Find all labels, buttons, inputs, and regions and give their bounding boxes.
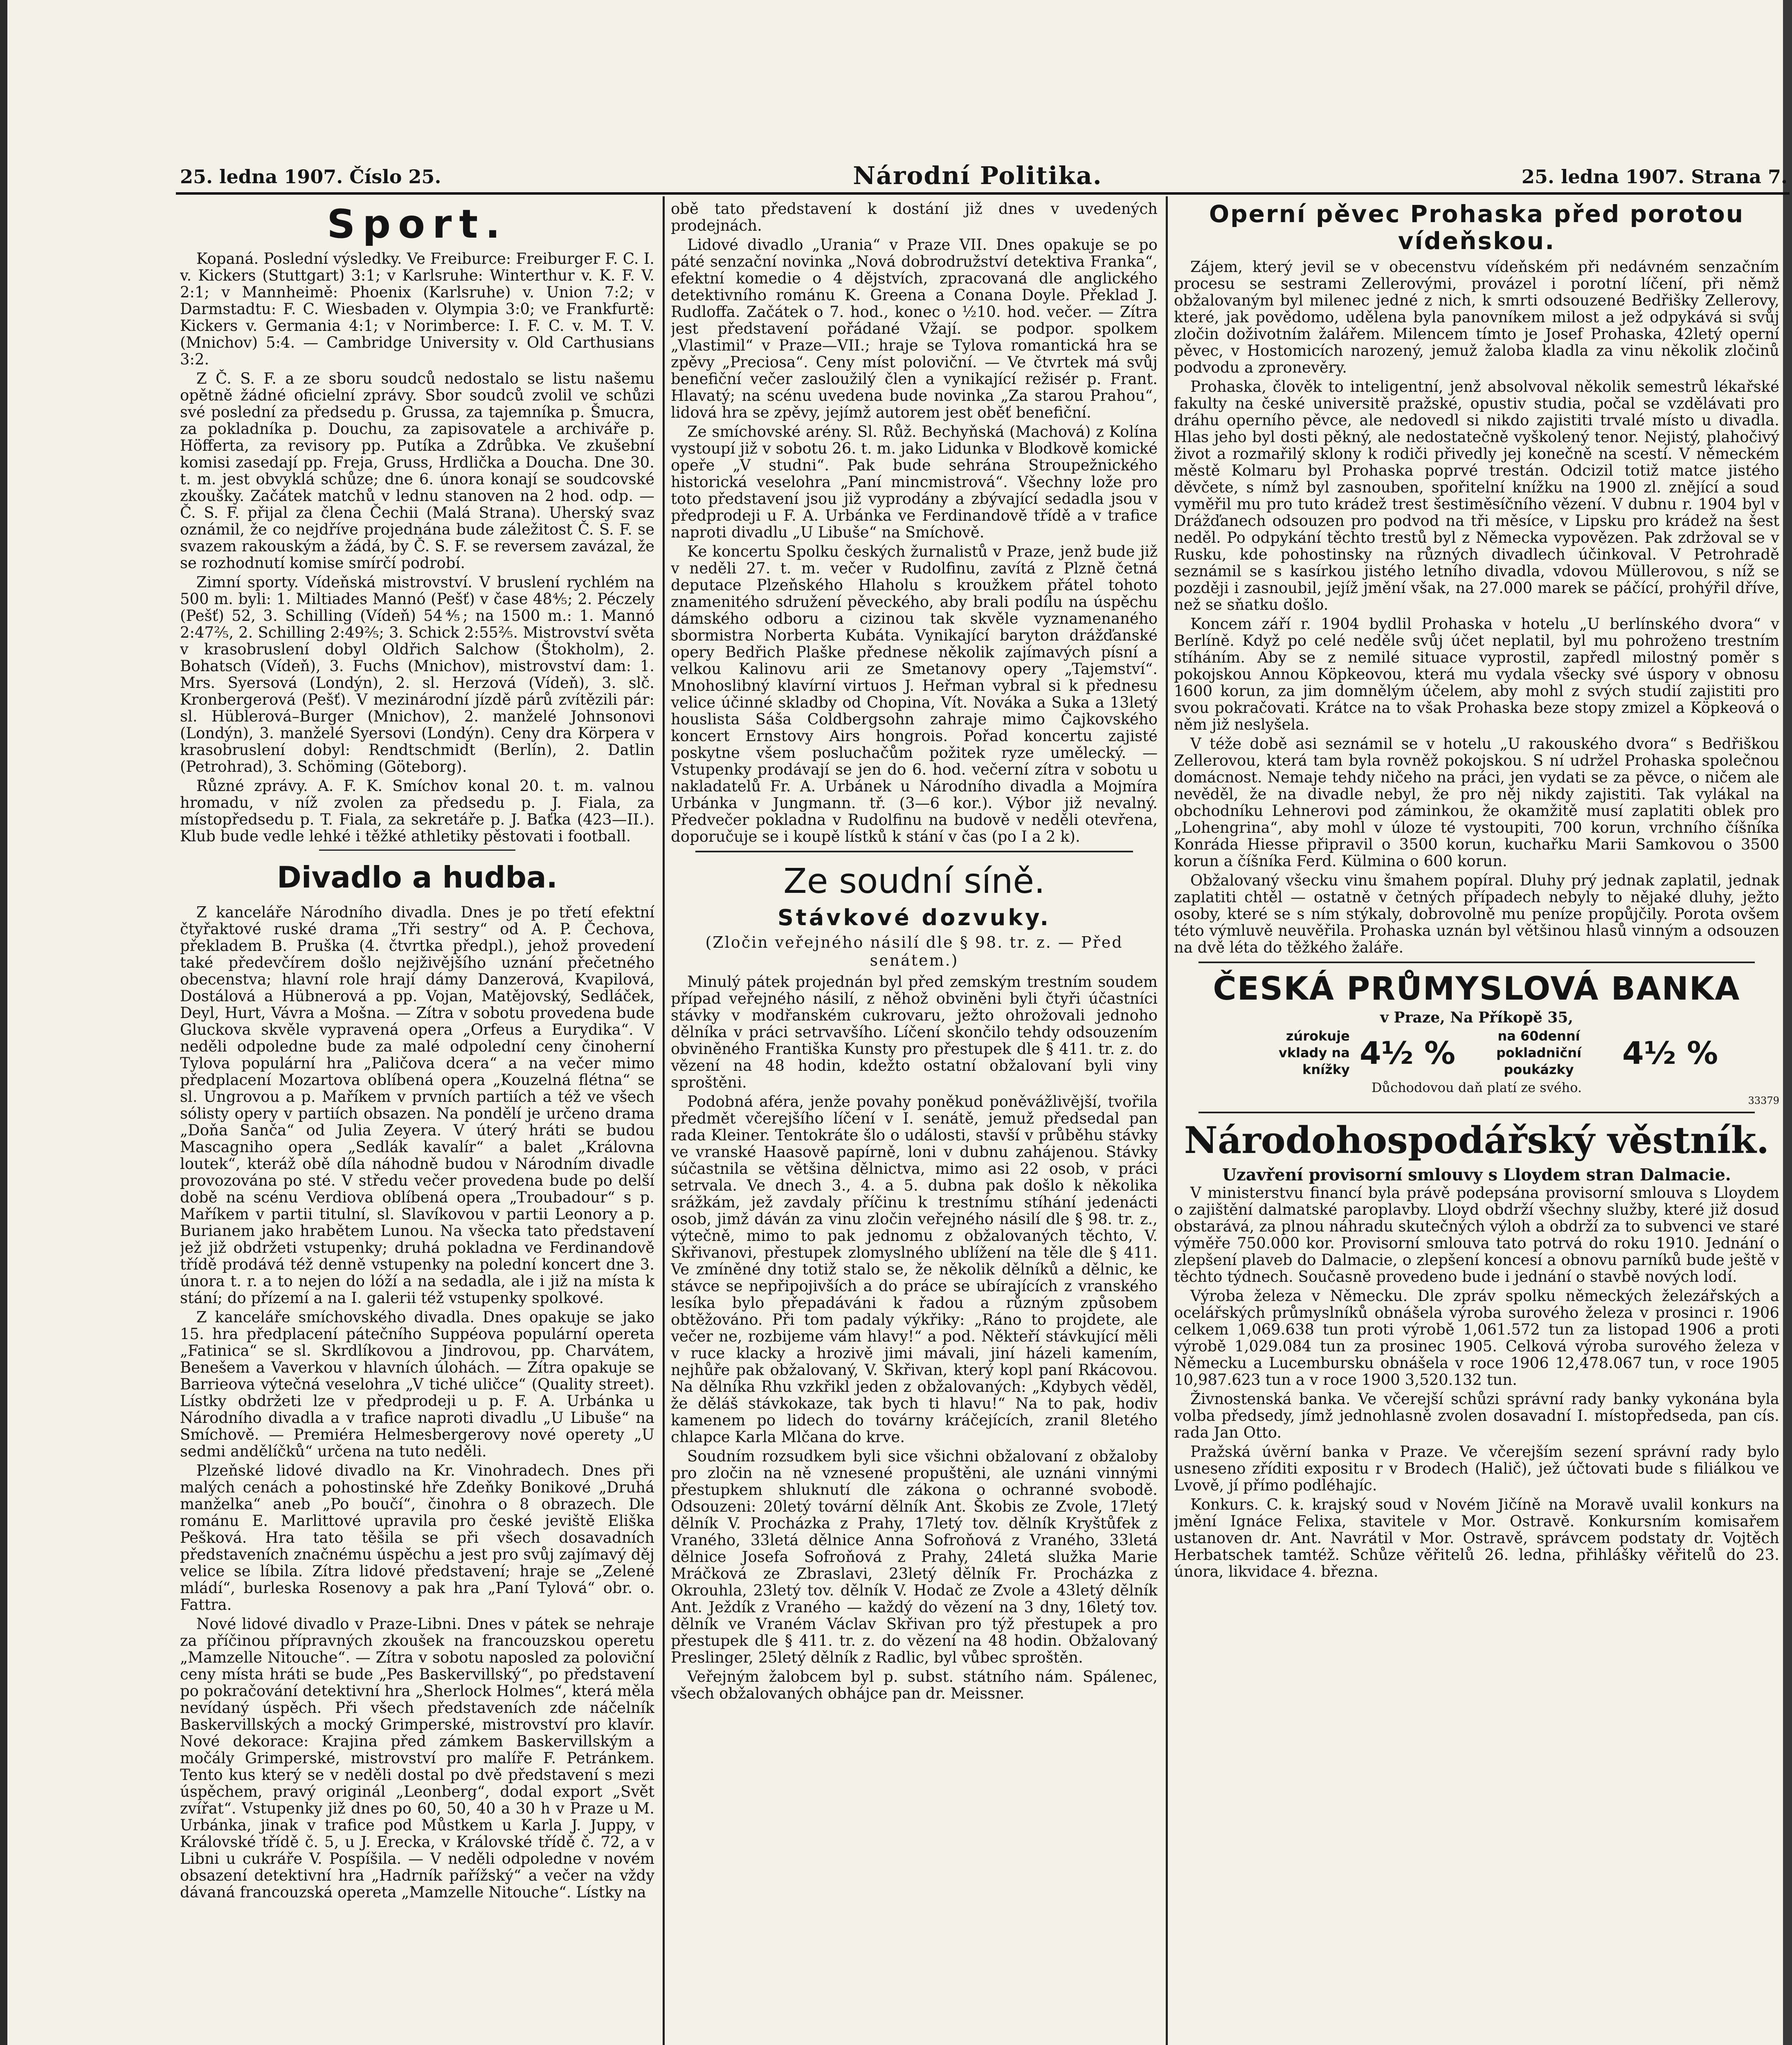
bank-ad-number: 33379	[1748, 1095, 1779, 1106]
prohaska-article-title: Operní pěvec Prohaska před porotou vídeňskou.	[1209, 200, 1745, 255]
economic-paragraph: Výroba železa v Německu. Dle zpráv spolku německých železářských a ocelářských průmyslníků obnášela výroba surového železa v prosinci r. 1906 celkem 1,069.638 tun proti výrobě 1,061.572 tun za listopad 1906 a proti výrobě 1,029.084 tun za prosinec 1905. Celková výroba surového železa v Německu a Lucembursku obnášela v roce 1906 12,478.067 tun, v roce 1905 10,987.623 tun a v roce 1900 3,520.132 tun.	[1174, 1287, 1779, 1389]
sport-paragraph: Různé zprávy. A. F. K. Smíchov konal 20. t. m. valnou hromadu, v níž zvolen za předsedu p. J. Fiala, za místopředsedu p. T. Fiala, za sekretáře p. J. Baťka (423—II.). Klub bude vedle lehké i těžké athletiky pěstovati i football.	[180, 777, 654, 845]
bank-ad-rates	[1174, 1028, 1779, 1078]
page-edge-left	[0, 0, 7, 2045]
masthead-date-right: 25. ledna 1907. Strana 7.	[1521, 166, 1788, 188]
sport-section-title: Sport.	[327, 201, 508, 247]
economic-paragraph: Konkurs. C. k. krajský soud v Novém Jičíně na Moravě uvalil konkurs na jmění Ignáce Felixa, stavitele v Mor. Ostravě. Konkursním komisařem ustanoven dr. Ant. Navrátil v Mor. Ostravě, správcem podstaty dr. Vojtěch Herbatschek tamtéž. Schůze věřitelů 26. ledna, přihlášky věřitelů do 23. února, likvidace 4. března.	[1174, 1496, 1779, 1580]
prohaska-paragraph: Prohaska, člověk to inteligentní, jenž absolvoval několik semestrů lékařské fakulty na české universitě pražské, opustiv studia, počal se vzdělávati pro dráhu operního pěvce, ale nedovedl si nikdo zajistiti trvalé místo u divadla. Hlas jeho byl dosti pěkný, ale nedostatečně vyškolený tenor. Nejistý, plahočivý život a rozmařilý sklony k rodiči přivedly jej konečně na scestí. V německém městě Kolmaru byl Prohaska poprvé trestán. Odcizil totiž matce jistého děvčete, s nímž byl zasnouben, spořitelní knížku na 1900 zl. znějící a soud vyměřil mu pro tuto krádež trest šestiměsíčního vězení. V dubnu r. 1904 byl v Drážďanech odsouzen pro podvod na tři měsíce, v Lipsku pro krádež na šest neděl. Po odpykání těchto trestů byl z Německa vypovězen. Pak zdržoval se v Rusku, kde pohostinsky na různých divadlech účinkoval. V Petrohradě seznámil se s kasírkou jistého letního divadla, vdovou Müllerovou, s níž se později i zasnoubil, jejíž jmění však, na 27.000 marek se páčící, prohýřil dříve, než se sňatku došlo.	[1174, 378, 1779, 614]
column-3	[1174, 200, 1779, 2045]
column-rule-1	[663, 196, 665, 2045]
column-rule-2	[1166, 196, 1168, 2045]
bank-right-rate: 4½ %	[1622, 1034, 1718, 1071]
court-section-title: Ze soudní síně.	[783, 861, 1045, 901]
concert-paragraph: Ke koncertu Spolku českých žurnalistů v Praze, jenž bude již v neděli 27. t. m. večer v Rudolfinu, zavítá z Plzně četná deputace Plzeňského Hlaholu s kroužkem přátel tohoto znamenitého sdružení pěveckého, aby brali podílu na úspěchu dámského odboru a cizinou tak skvěle vyznamenaného sbormistra Norberta Kubáta. Vynikající baryton drážďanské opery Bedřich Plaške přednese několik zajímavých písní a velkou Kalinovu arii ze Smetanovy opery „Tajemství“. Mnohoslibný klavírní virtuos J. Heřman vybral si k přednesu velice účinné skladby od Chopina, Vít. Nováka a Suka a 13letý houslista Sáša Coldbergsohn zahraje mimo Čajkovského koncert Ernstovy Airs hongrois. Pořad koncertu zajisté poskytne všem posluchačům požitek ryze umělecký. — Vstupenky prodávají se jen do 6. hod. večerní zítra v sobotu u nakladatelů Fr. A. Urbánek u Národního divadla a Mojmíra Urbánka v Jungmann. tř. (3—6 kor.). Výbor již nevalný. Předvečer pokladna v Rudolfinu na budově v neděli otevřena, doporučuje se i koupě lístků k stání v čas (po I a 2 k).	[671, 543, 1158, 845]
theatre-paragraph: Z kanceláře Národního divadla. Dnes je po třetí efektní čtyřaktové ruské drama „Tři sestry“ od A. P. Čechova, překladem B. Pruška (4. čtvrtka předpl.), jehož provedení také předevčírem došlo nejživějšího uznání přečetného obecenstva; hlavní role hrají dámy Danzerová, Kvapilová, Dostálová a Hübnerová a pp. Vojan, Matějovský, Sedláček, Deyl, Hurt, Vávra a Mošna. — Zítra v sobotu provedena bude Gluckova skvěle vypravená opera „Orfeus a Eurydika“. V neděli odpoledne bude za malé odpolední ceny činoherní Tylova populární hra „Paličova dcera“ a na večer mimo předplacení Mozartova oblíbená opera „Kouzelná flétna“ se sl. Ungrovou a p. Maříkem v prvních partiích a též ve všech sólisty opery v partiích obsazen. Na pondělí je určeno drama „Doňa Sanča“ od Julia Zeyera. V úterý hráti se budou Mascagniho opera „Sedlák kavalír“ a balet „Královna loutek“, kteráž obě díla náhodně budou v Národním divadle provozována po sté. V středu večer provedena bude po delší době na scénu Verdiova oblíbená opera „Troubadour“ s p. Maříkem v partii titulní, sl. Slavíkovou v partii Leonory a p. Burianem jako hrabětem Lunou. Na všecka tato představení jež již obdržeti vstupenky; druhá pokladna ve Ferdinandově třídě prodává též denně vstupenky na polední koncert dne 3. února t. r. a to nejen do lóží a na sedadla, ale i již na místa k stání; do přízemí a na I. galerii též vstupenky spolkové.	[180, 903, 654, 1307]
economic-paragraph: V ministerstvu financí byla právě podepsána provisorní smlouva s Lloydem o zajištění dalmatské paroplavby. Lloyd obdrží všechny služby, které již dosud obstarává, za plnou náhradu skutečných výloh a obdrží za to subvenci ve staré výměře 750.000 kor. Provisorní smlouva tato potrvá do roku 1910. Jednání o zlepšení plaveb do Dalmacie, o zlepšení koncesí a obnovu parníků bude ještě v těchto týdnech. Současně provedeno bude i jednání o stavbě nových lodí.	[1174, 1184, 1779, 1285]
theatre-paragraph: Nové lidové divadlo v Praze-Libni. Dnes v pátek se nehraje za příčinou přípravných zkoušek na francouzskou operetu „Mamzelle Nitouche“. — Zítra v sobotu naposled za poloviční ceny místa hráti se bude „Pes Baskervillský“, po představení po pokračování detektivní hra „Sherlock Holmes“, která měla nevídaný úspěch. Při všech představeních zde náčelník Baskervillských a mocký Grimperské, mistrovství pro klavír. Nové dekorace: Krajina před zámkem Baskervillským a močály Grimperské, mistrovství pro malíře F. Petránkem. Tento kus který se v neděli dostal po dvě představení s mezi úspěchem, pravý originál „Leonberg“, dodal export „Svět zvířat“. Vstupenky již dnes po 60, 50, 40 a 30 h v Praze u M. Urbánka, jinak v trafice pod Můstkem u Karla J. Juppy, v Královské třídě č. 5, u J. Erecka, v Královské třídě č. 72, a v Libni u cukráře V. Pospíšila. — V neděli odpoledne v novém obsazení detektivní hra „Hadrník pařížský“ a večer na vždy dávaná francouzská opereta „Mamzelle Nitouche“. Lístky na	[180, 1615, 654, 1901]
sport-paragraph: Zimní sporty. Vídeňská mistrovství. V bruslení rychlém na 500 m. byli: 1. Miltiades Mannó (Pešť) v čase 48⅘; 2. Péczely (Pešť) 52, 3. Schilling (Vídeň) 54⅘; na 1500 m.: 1. Mannó 2:47⅖, 2. Schilling 2:49⅖; 3. Schick 2:55⅖. Mistrovství světa v krasobruslení dobyl Oldřich Salchow (Štokholm), 2. Bohatsch (Vídeň), 3. Fuchs (Mnichov), mistrovství dam: 1. Mrs. Syersová (Londýn), 2. sl. Herzová (Vídeň), 3. slč. Kronbergerová (Pešť). V mezinárodní jízdě párů zvítězili pár: sl. Hüblerová–Burger (Mnichov), 2. manželé Johnsonovi (Londýn), 3. manželé Syersovi (Londýn). Ceny dra Körpera v krasobruslení dobyl: Rendtschmidt (Berlín), 2. Datlin (Petrohrad), 3. Schöming (Göteborg).	[180, 573, 654, 775]
court-paragraph: Soudním rozsudkem byli sice všichni obžalovaní z obžaloby pro zločin na ně vznesené propuštěni, ale uznáni vinnými přestupkem shluknutí dle zákona o ochranné svobodě. Odsouzeni: 20letý tovární dělník Ant. Škobis ze Zvole, 17letý dělník V. Procházka z Prahy, 17letý tov. dělník Kryštůfek z Vraného, 33letá dělnice Anna Sofroňová z Vraného, 33letá dělnice Josefa Sofroňová z Prahy, 24letá služka Marie Mráčková ze Zbraslavi, 23letý dělník Fr. Procházka z Okrouhla, 23letý tov. dělník V. Hodač ze Zvole a 43letý dělník Ant. Ježdík z Vraného — každý do vězení na 3 dny, 16letý tov. dělník ve Vraném Václav Skřivan pro týž přestupek a pro přestupek dle § 411. tr. z. do vězení na 48 hodin. Obžalovaný Preslinger, 25letý dělník z Radlic, byl vůbec sproštěn.	[671, 1447, 1158, 1666]
bank-ad-title: ČESKÁ PRŮMYSLOVÁ BANKA	[1213, 971, 1740, 1007]
theatre-section-title: Divadlo a hudba.	[277, 860, 558, 894]
theatre-paragraph: obě tato představení k dostání již dnes v uvedených prodejnách.	[671, 200, 1158, 234]
section-divider	[319, 849, 515, 851]
economic-article-title: Uzavření provisorní smlouvy s Lloydem stran Dalmacie.	[1222, 1165, 1731, 1184]
court-article-subtitle: (Zločin veřejného násilí dle § 98. tr. z. — Před senátem.)	[705, 933, 1123, 969]
sport-paragraph: Z Č. S. F. a ze sboru soudců nedostalo se listu našemu opětně žádné oficielní zprávy. Sbor soudců zvolil ve schůzi své poslední za předsedu p. Grussa, za tajemníka p. Šmucra, za pokladníka p. Douchu, za zapisovatele a archiváře p. Höfferta, za revisory pp. Putíka a Zdrůbka. Ve zkušební komisi zasedají pp. Freja, Gruss, Hrdlička a Doucha. Dne 30. t. m. jest obvyklá schůze; dne 6. února konají se soudcovské zkoušky. Začátek matchů v lednu stanoven na 2 hod. odp. — Č. S. F. přijal za člena Čechii (Malá Strana). Uherský svaz oznámil, že co nejdříve projednána bude záležitost Č. S. F. se svazem rakouským a žádá, by Č. S. F. se reversem zavázal, že se rozhodnutí komise smírčí podrobí.	[180, 370, 654, 572]
court-article-title: Stávkové dozvuky.	[777, 905, 1051, 930]
page-edge-right	[1783, 0, 1792, 2045]
column-1	[180, 200, 654, 2045]
bank-left-label: zúrokuje vklady na knížky	[1278, 1028, 1350, 1077]
prohaska-paragraph: V téže době asi seznámil se v hotelu „U rakouského dvora“ s Bedřiškou Zellerovou, která tam byla rovněž pokojskou. S ní udržel Prohaska společnou domácnost. Nemaje tehdy ničeho na práci, jen vydati se za pěvce, o ničem ale nevěděl, že na divadle nebyl, že pro něj nikdy zajistiti. Tak vylákal na obchodníku Lehnerovi pod záminkou, že okamžitě musí zaplatiti oblek pro „Lohengrina“, aby mohl v úloze té vystoupiti, 700 korun, vrchního číšníka Konráda Hiesse připravil o 3500 korun, kuchařku Marii Samkovou o 3500 korun a číšníka Ferd. Külmina o 600 korun.	[1174, 735, 1779, 870]
section-divider	[695, 851, 1133, 852]
economic-paragraph: Pražská úvěrní banka v Praze. Ve včerejším sezení správní rady bylo usneseno zříditi expositu r v Brodech (Halič), jež účtovati bude s filiálkou ve Lvově, jí přímo podléhajíc.	[1174, 1443, 1779, 1494]
economic-paragraph: Živnostenská banka. Ve včerejší schůzi správní rady banky vykonána byla volba předsedy, jímž jednohlasně zvolen dosavadní I. místopředseda, pan cís. rada Jan Otto.	[1174, 1390, 1779, 1441]
prohaska-paragraph: Koncem září r. 1904 bydlil Prohaska v hotelu „U berlínského dvora“ v Berlíně. Když po celé neděle svůj účet neplatil, byl mu pohroženo trestním stíháním. Aby se z nemilé situace vyprostil, zapředl milostný poměr s pokojskou Annou Köpkeovou, která mu vydala všecky své úspory v obnosu 1600 korun, za jim domnělým účelem, aby mohl z svých studií zajistiti pro svou pokračovati. Krátce na to však Prohaska beze stopy zmizel a Köpkeová o něm již neslyšela.	[1174, 615, 1779, 733]
court-paragraph: Veřejným žalobcem byl p. subst. státního nám. Spálenec, všech obžalovaných obhájce pan dr. Meissner.	[671, 1668, 1158, 1702]
theatre-paragraph: Plzeňské lidové divadlo na Kr. Vinohradech. Dnes při malých cenách a pohostinské hře Zdeňky Bonikové „Druhá manželka“ aneb „Po boučí“, činohra o 8 obrazech. Dle románu E. Marlittové upravila pro české jeviště Eliška Pešková. Hra tato těšila se při všech dosavadních představeních značnému úspěchu a jest pro svůj zajímavý děj velice se líbila. Zítra lidové představení; hraje se „Zelené mládí“, burleska Rosenovy a pak hra „Paní Tylová“ obr. o. Fattra.	[180, 1462, 654, 1614]
sport-paragraph: Kopaná. Poslední výsledky. Ve Freiburce: Freiburger F. C. I. v. Kickers (Stuttgart) 3:1; v Karlsruhe: Winterthur v. K. F. V. 2:1; v Mannheimě: Phoenix (Karlsruhe) v. Union 7:2; v Darmstadtu: F. C. Wiesbaden v. Olympia 3:0; ve Frankfurtě: Kickers v. Germania 4:1; v Norimberce: I. F. C. v. M. T. V. (Mnichov) 5:4. — Cambridge University v. Old Carthusians 3:2.	[180, 250, 654, 368]
masthead-rule	[176, 192, 1790, 195]
prohaska-paragraph: Obžalovaný všecku vinu šmahem popíral. Dluhy prý jednak zaplatil, jednak zaplatiti chtěl — ostatně v četných případech nebyly to nějaké dluhy, ježto osoby, které se s ním stýkaly, dobrovolně mu peníze propůjčily. Porota ovšem této výmluvě neuvěřila. Prohaska uznán byl většinou hlasů vinným a odsouzen na dvě léta do těžkého žaláře.	[1174, 872, 1779, 956]
bank-left-rate: 4½ %	[1359, 1034, 1455, 1071]
theatre-paragraph: Lidové divadlo „Urania“ v Praze VII. Dnes opakuje se po páté senzační novinka „Nová dobrodružství detektiva Franka“, efektní komedie o 4 dějstvích, zpracovaná dle anglického detektivního románu K. Greena a Conana Doyle. Překlad J. Rudloffa. Začátek o 7. hod., konec o ½10. hod. večer. — Zítra jest představení pořádané Vžají. se podpor. spolkem „Vlastimil“ v Praze—VII.; hraje se Tylova romantická hra se zpěvy „Preciosa“. Ceny míst poloviční. — Ve čtvrtek má svůj benefiční večer zasloužilý člen a vynikající režisér p. Frant. Hlavatý; na scénu uvedena bude novinka „Za starou Prahou“, lidová hra se zpěvy, jejímž autorem jest oběť benefiční.	[671, 236, 1158, 421]
newspaper-title: Národní Politika.	[853, 162, 1102, 190]
theatre-paragraph: Ze smíchovské arény. Sl. Růž. Bechyňská (Machová) z Kolína vystoupí již v sobotu 26. t. m. jako Lidunka v Blodkově komické opeře „V studni“. Pak bude sehrána Stroupežnického historická veselohra „Paní mincmistrová“. Všechny lože pro toto představení jsou již vyprodány a zbývající sedadla jsou v předprodeji u F. A. Urbánka ve Ferdinandově třídě a v trafice naproti divadlu „U Libuše“ na Smíchově.	[671, 423, 1158, 541]
column-2	[671, 200, 1158, 2045]
masthead	[180, 162, 1788, 190]
section-divider	[1198, 1112, 1755, 1113]
masthead-date-left: 25. ledna 1907. Číslo 25.	[180, 166, 441, 188]
court-paragraph: Podobná aféra, jenže povahy poněkud poněvážlivější, tvořila předmět včerejšího líčení v I. senátě, jemuž předsedal pan rada Kleiner. Tentokráte šlo o události, stavší v průběhu stávky ve vranské Haasově papírně, loni v dubnu zahájenou. Stávky súčastnila se většina dělnictva, mimo asi 22 osob, v práci setrvala. Ve dnech 3., 4. a 5. dubna pak došlo k několika srážkám, jež zavdaly příčinu k trestnímu stíhání jedenácti osob, jimž dáván za vinu zločin veřejného násilí dle § 98. tr. z., výtečně, mimo to pak jednomu z obžalovaných těchto, V. Skřivanovi, přestupek zlomyslného ublížení na těle dle § 411. Ve zmíněné dny totiž stalo se, že několik dělníků a dělnic, ke stávce se nepřipojivších a do práce se ubírajících z vranského lesíka bylo přepadáváni k řadou a různým způsobem obtěžováno. Při tom padaly výkřiky: „Ráno to projdete, ale večer ne, rozbijeme vám hlavy!“ a pod. Někteří stávkující měli v ruce klacky a hrozivě jimi mávali, jiní házeli kamením, nejhůře pak obžalovaný, V. Skřivan, který kopl paní Rkácovou. Na dělníka Rhu vzkřikl jeden z obžalovaných: „Kdybych věděl, že děláš stávkokaze, tak bych ti hlavu!“ Na to pak, hodiv kamenem po lidech do továrny kráčejících, zranil 8letého chlapce Karla Mlčana do krve.	[671, 1093, 1158, 1446]
bank-ad-footnote: Důchodovou daň platí ze svého.	[1371, 1080, 1582, 1095]
economic-section-title: Národohospodářský věstník.	[1184, 1119, 1770, 1162]
court-paragraph: Minulý pátek projednán byl před zemským trestním soudem případ veřejného násilí, z něhož obviněni byli čtyři účastníci stávky v modřanském cukrovaru, ježto ohrožovali jednoho dělníka v práci setrvavšího. Líčení skončilo tehdy odsouzením obviněného Františka Kunsty pro přestupek dle § 411. tr. z. do vězení na 48 hodin, kdežto ostatní obžalovaní byli viny sproštěni.	[671, 973, 1158, 1091]
theatre-paragraph: Z kanceláře smíchovského divadla. Dnes opakuje se jako 15. hra předplacení pátečního Suppéova populární opereta „Fatinica“ se sl. Skrdlíkovou a Jindrovou, pp. Charvátem, Benešem a Vaverkou v hlavních úlohách. — Zítra opakuje se Barrieova výtečná veselohra „V tiché uličce“ (Quality street). Lístky obdržeti lze v předprodeji u p. F. A. Urbánka u Národního divadla a v trafice naproti divadlu „U Libuše“ na Smíchově. — Premiéra Helmesbergerovy nové operety „U sedmi andělíčků“ určena na tuto neděli.	[180, 1308, 654, 1460]
bank-right-label: na 60denní pokladniční poukázky	[1496, 1028, 1582, 1077]
prohaska-paragraph: Zájem, který jevil se v obecenstvu vídeňském při nedávném senzačním procesu se sestrami Zellerovými, provázel i porotní líčení, při němž obžalovaným byl milenec jedné z nich, k smrti odsouzené Bedřišky Zellerovy, které, jak povědomo, udělena byla panovníkem milost a jež odpykává si svůj zločin doživotním žalářem. Milencem tímto je Josef Prohaska, 42letý operní pěvec, v Hostomicích narozený, jemuž žaloba kladla za vinu několik zločinů podvodu a zpronevěry.	[1174, 258, 1779, 376]
section-divider	[1198, 962, 1755, 963]
bank-ad-address: v Praze, Na Příkopě 35,	[1380, 1009, 1573, 1026]
